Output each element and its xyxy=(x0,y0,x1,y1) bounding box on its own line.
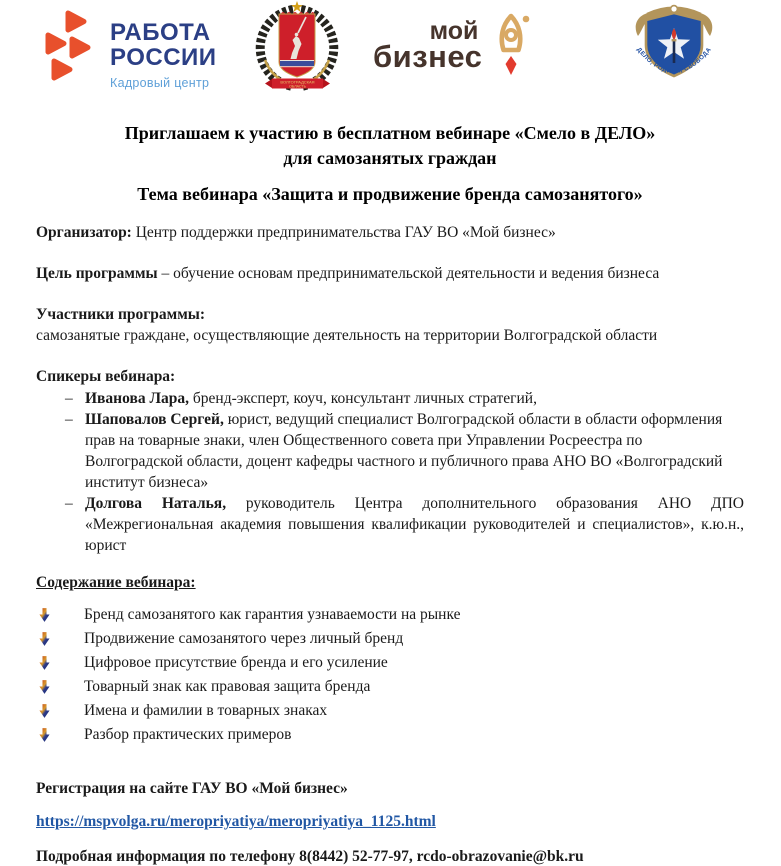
multicolor-down-arrow-icon xyxy=(39,676,51,700)
multicolor-down-arrow-icon xyxy=(39,700,51,724)
rabota-rossii-title-line1: РАБОТА xyxy=(110,19,211,46)
organizer-label: Организатор: xyxy=(36,224,132,241)
moy-biznes-logo xyxy=(373,12,536,83)
logo-header xyxy=(36,0,744,100)
coat-ribbon-text-line1: ВОЛГОГРАДСКАЯ xyxy=(280,79,315,85)
rabota-rossii-title-line2: РОССИИ xyxy=(110,44,217,71)
content-item-text: Разбор практических примеров xyxy=(84,726,292,743)
goal-text: – обучение основам предпринимательской деятельности и ведения бизнеса xyxy=(157,265,660,282)
content-item-text: Бренд самозанятого как гарантия узнаваемости на рынке xyxy=(84,606,461,623)
participants-text: самозанятые граждане, осуществляющие деятельность на территории Волгоградской области xyxy=(36,327,658,344)
moy-biznes-line1: мой xyxy=(429,17,479,45)
multicolor-down-arrow-icon xyxy=(39,604,51,628)
multicolor-down-arrow-icon xyxy=(39,652,51,676)
speaker-item xyxy=(36,493,744,556)
speaker-item xyxy=(36,409,744,493)
webinar-topic: Тема вебинара «Защита и продвижение бренда самозанятого» xyxy=(137,184,643,204)
rabota-rossii-subtitle: Кадровый центр xyxy=(110,76,210,90)
speaker-desc: бренд-эксперт, коуч, консультант личных стратегий, xyxy=(189,390,537,407)
content-label: Содержание вебинара: xyxy=(36,574,196,591)
content-item xyxy=(36,676,744,700)
content-item xyxy=(36,604,744,628)
speaker-item xyxy=(36,388,744,409)
content-item xyxy=(36,724,744,748)
star-torch-shield-emblem-icon xyxy=(628,1,720,92)
speaker-desc: руководитель Центра дополнительного образования АНО ДПО «Межрегиональная академия повышения квалификации руководителей и специалистов», к.ю.н., юрист xyxy=(85,495,744,554)
orange-triangles-icon xyxy=(42,8,100,87)
content-item-text: Продвижение самозанятого через личный бренд xyxy=(84,630,404,647)
multicolor-down-arrow-icon xyxy=(39,724,51,748)
volgograd-coat-of-arms-icon xyxy=(249,0,346,97)
emblem-motto-text: ДЕЛО, РОДИНА, СВОБОДА xyxy=(635,46,713,76)
speaker-name: Шаповалов Сергей, xyxy=(85,411,224,428)
participants-paragraph xyxy=(36,304,744,346)
content-item-text: Цифровое присутствие бренда и его усиление xyxy=(84,654,388,671)
content-item-text: Товарный знак как правовая защита бренда xyxy=(84,678,371,695)
registration-label: Регистрация на сайте ГАУ ВО «Мой бизнес» xyxy=(36,780,348,797)
organizer-paragraph xyxy=(36,222,744,243)
rabota-rossii-logo xyxy=(42,8,217,90)
speaker-desc: юрист, ведущий специалист Волгоградской области в области оформления прав на товарные знаки, член Общественного совета при Управлении Росреестра по Волгоградской области, доцент кафедры частного и публичного права АНО ВО «Волгоградский институт бизнеса» xyxy=(85,411,723,491)
dash-marker: – xyxy=(65,390,73,407)
contact-info: Подробная информация по телефону 8(8442) 52-77-97, rcdo-obrazovanie@bk.ru xyxy=(36,848,584,865)
speaker-name: Иванова Лара, xyxy=(85,390,190,407)
coat-ribbon-text-line2: ОБЛАСТЬ xyxy=(289,84,306,89)
main-title xyxy=(36,121,744,171)
content-item xyxy=(36,628,744,652)
registration-link[interactable]: https://mspvolga.ru/meropriyatiya/meropriyatiya_1125.html xyxy=(36,813,436,830)
speakers-list xyxy=(36,388,744,556)
goal-label: Цель программы xyxy=(36,265,158,282)
rocket-icon xyxy=(490,12,536,83)
main-title-line2: для самозанятых граждан xyxy=(283,148,497,168)
main-title-line1: Приглашаем к участию в бесплатном вебинаре «Смело в ДЕЛО» xyxy=(124,123,656,143)
goal-paragraph xyxy=(36,263,744,284)
content-item xyxy=(36,652,744,676)
content-item-text: Имена и фамилии в товарных знаках xyxy=(84,702,328,719)
content-list xyxy=(36,604,744,748)
speaker-name: Долгова Наталья, xyxy=(85,495,227,512)
multicolor-down-arrow-icon xyxy=(39,628,51,652)
content-item xyxy=(36,700,744,724)
dash-marker: – xyxy=(65,411,73,428)
dash-marker: – xyxy=(65,495,73,512)
moy-biznes-line2: бизнес xyxy=(373,39,483,74)
speakers-label: Спикеры вебинара: xyxy=(36,368,176,385)
organizer-text: Центр поддержки предпринимательства ГАУ ВО «Мой бизнес» xyxy=(131,224,556,241)
participants-label: Участники программы: xyxy=(36,306,206,323)
